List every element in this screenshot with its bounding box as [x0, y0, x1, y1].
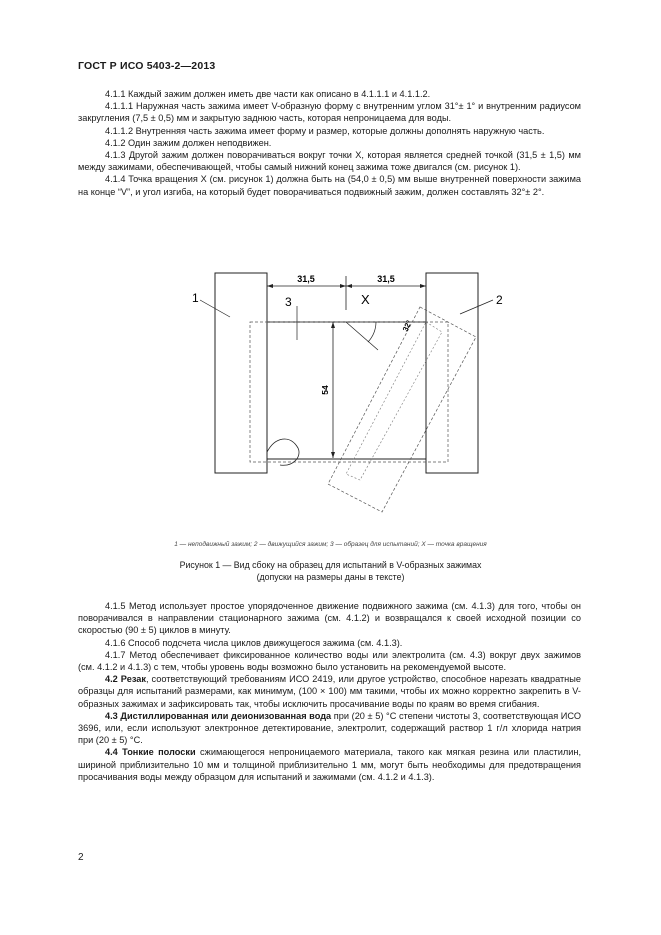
- term-cutter: 4.2 Резак: [105, 674, 146, 685]
- rotated-clamp-outline: [328, 307, 476, 512]
- figure-1-diagram: [120, 262, 560, 532]
- clamp-inner-outline: [250, 322, 448, 462]
- callout-1: 1: [192, 291, 199, 305]
- paragraph-4-2: 4.2 Резак, соответствующий требованиям ИСО 2419, или другое устройство, способное нарезать квадратные образцы для испытаний размерами, как минимум, (100 × 100) мм такими, чтобы их можно корректно закрепить в V-образных зажимах и зафиксировать так, чтобы исключить просачивание воды по краям во время сгибания.: [78, 674, 581, 709]
- pivot-point-label: X: [361, 292, 370, 307]
- arrow-head: [346, 284, 352, 288]
- paragraph-4-4: 4.4 Тонкие полоски сжимающегося непроницаемого материала, такого как мягкая резина или пластилин, шириной приблизительно 10 мм и толщиной приблизительно 1 мм, могут быть необходимы для предотвращения просачивания воды между образцом для испытаний и зажимами (см. 4.1.2 и 4.1.3).: [78, 747, 581, 782]
- rotated-specimen-outline: [346, 322, 442, 480]
- paragraph-4-1-7: 4.1.7 Метод обеспечивает фиксированное количество воды или электролита (см. 4.3) вокруг двух зажимов (см. 4.1.2 и 4.1.3) с тем, чтобы уровень воды возможно было установить на рекомендуемой высоте.: [78, 649, 581, 673]
- page-number: 2: [78, 852, 84, 863]
- paragraph-4-1-3: 4.1.3 Другой зажим должен поворачиваться вокруг точки X, которая является средней точкой (31,5 ± 1,5) мм между зажимами, обеспечивающей, чтобы самый нижний конец зажима тоже двигался (см. рисунок 1).: [78, 150, 581, 173]
- arrow-head: [420, 284, 426, 288]
- arrow-head: [267, 284, 273, 288]
- paragraph-4-1-6: 4.1.6 Способ подсчета числа циклов движущегося зажима (см. 4.1.3).: [105, 637, 403, 648]
- specimen-fold-curve: [267, 439, 299, 465]
- diagram-svg: [120, 262, 560, 532]
- paragraph-4-1-5: 4.1.5 Метод использует простое упорядоченное движение подвижного зажима (см. 4.1.3) для того, чтобы он поворачивался в направлении стационарного зажима (см. 4.1.2) и возвращался к своей исходной позиции со скоростью (90 ± 5) циклов в минуту.: [78, 601, 581, 636]
- dim-right-label: 31,5: [377, 274, 395, 284]
- term-water: 4.3 Дистиллированная или деионизованная вода: [105, 710, 332, 721]
- dim-left-label: 31,5: [297, 274, 315, 284]
- bottom-text-block: [78, 600, 581, 783]
- arrow-head: [340, 284, 346, 288]
- term-strips: 4.4 Тонкие полоски: [105, 747, 196, 758]
- paragraph-4-3: 4.3 Дистиллированная или деионизованная вода при (20 ± 5) °С степени чистоты 3, соответствующая ИСО 3696, или, если используют электронное детектирование, электролит, содержащий раствор 1 г/л хлорида натрия при (20 ± 5) °С.: [78, 710, 581, 746]
- angle-ray: [346, 322, 378, 350]
- height-label: 54: [320, 385, 330, 395]
- top-text-block: [78, 88, 581, 198]
- moving-clamp-shape: [426, 273, 478, 473]
- leader-line-2: [460, 300, 493, 314]
- callout-3: 3: [285, 295, 292, 309]
- callout-2: 2: [496, 293, 503, 307]
- document-header: ГОСТ Р ИСО 5403-2—2013: [78, 60, 216, 72]
- caption-line-2: (допуски на размеры даны в тексте): [256, 571, 405, 582]
- angle-arc: [368, 322, 376, 342]
- arrow-head: [331, 322, 335, 328]
- paragraph-4-1-1: 4.1.1 Каждый зажим должен иметь две части как описано в 4.1.1.1 и 4.1.1.2.: [105, 89, 431, 99]
- paragraph-4-1-2: 4.1.2 Один зажим должен неподвижен.: [105, 137, 272, 148]
- caption-line-1: Рисунок 1 — Вид сбоку на образец для испытаний в V-образных зажимах: [179, 560, 482, 570]
- paragraph-4-1-4: 4.1.4 Точка вращения X (см. рисунок 1) должна быть на (54,0 ± 0,5) мм выше внутренней поверхности зажима на конце “V”, и угол изгиба, на который будет поворачиваться подвижный зажим, должен составлять 32°± 2°.: [78, 174, 581, 197]
- fixed-clamp-shape: [215, 273, 267, 473]
- paragraph-4-1-1-1: 4.1.1.1 Наружная часть зажима имеет V-образную форму с внутренним углом 31°± 1° и внутренним радиусом закругления (7,5 ± 0,5) мм и закрытую заднюю часть, которая непроницаема для воды.: [78, 101, 581, 124]
- arrow-head: [331, 452, 335, 458]
- angle-label: 32°: [400, 318, 414, 333]
- figure-caption: [0, 560, 661, 583]
- figure-legend: 1 — неподвижный зажим; 2 — движущийся зажим; 3 — образец для испытаний; X — точка вращения: [174, 541, 487, 548]
- paragraph-4-1-1-2: 4.1.1.2 Внутренняя часть зажима имеет форму и размер, которые должны дополнять наружную часть.: [105, 125, 545, 136]
